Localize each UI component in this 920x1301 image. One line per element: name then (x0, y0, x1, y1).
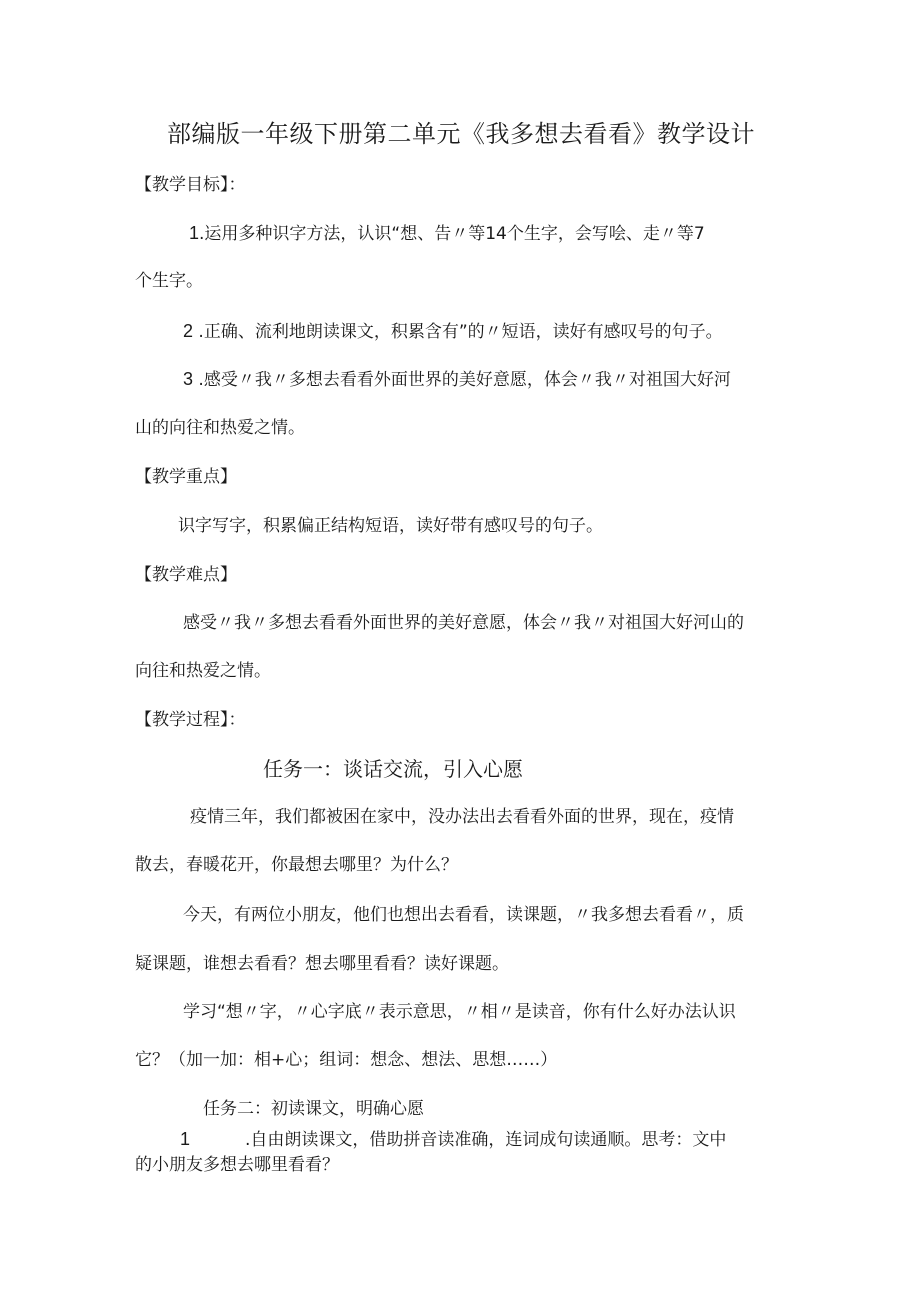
objective-3-line-2: 山的向往和热爱之情。 (135, 418, 305, 438)
task-2-item-1-text: .自由朗读课文，借助拼音读准确，连词成句读通顺。思考：文中 (245, 1130, 727, 1150)
task-1-p3-line-2: 它？（加一加：相+心；组词：想念、想法、思想……） (135, 1050, 558, 1070)
task-1-p3-line-1: 学习“想〃字，〃心字底〃表示意思，〃相〃是读音，你有什么好办法认识 (183, 1002, 736, 1022)
difficulties-heading: 【教学难点】 (135, 565, 237, 585)
task-2-item-1-line-1 (180, 1128, 726, 1151)
objective-2 (183, 320, 723, 343)
objective-1-line-2: 个生字。 (135, 271, 203, 291)
objective-2-number: 2 (183, 321, 194, 341)
task-1-p1-line-2: 散去，春暖花开，你最想去哪里？为什么？ (135, 855, 458, 875)
task-2-item-1-number: 1 (180, 1129, 191, 1149)
task-2-title: 任务二：初读课文，明确心愿 (203, 1099, 424, 1119)
objective-3-line-1 (183, 368, 731, 391)
document-title: 部编版一年级下册第二单元《我多想去看看》教学设计 (167, 120, 755, 148)
objective-1-text: .运用多种识字方法，认识“想、告〃等14个生字，会写哙、走〃等7 (199, 224, 705, 244)
task-1-p1-line-1: 疫情三年，我们都被困在家中，没办法出去看看外面的世界，现在，疫情 (190, 807, 734, 827)
task-2-item-1-line-2: 的小朋友多想去哪里看看？ (135, 1155, 339, 1175)
task-1-p2-line-2: 疑课题，谁想去看看？想去哪里看看？读好课题。 (135, 954, 509, 974)
objective-3-number: 3 (183, 369, 194, 389)
objective-1-line-1 (189, 222, 705, 245)
key-points-text: 识字写字，积累偏正结构短语，读好带有感叹号的句子。 (178, 516, 603, 536)
process-heading: 【教学过程】： (135, 710, 246, 730)
task-1-p2-line-1: 今天，有两位小朋友，他们也想出去看看，读课题，〃我多想去看看〃，质 (183, 905, 744, 925)
objectives-heading: 【教学目标】： (135, 175, 246, 195)
difficulties-line-2: 向往和热爱之情。 (135, 661, 271, 681)
task-1-title: 任务一：谈话交流，引入心愿 (263, 757, 523, 781)
difficulties-line-1: 感受〃我〃多想去看看外面世界的美好意愿，体会〃我〃对祖国大好河山的 (183, 613, 744, 633)
objective-1-number: 1 (189, 223, 200, 243)
key-points-heading: 【教学重点】 (135, 467, 237, 487)
objective-2-text: .正确、流利地朗读课文，积累含有”的〃短语，读好有感叹号的句子。 (198, 322, 723, 342)
objective-3-text: .感受〃我〃多想去看看外面世界的美好意愿，体会〃我〃对祖国大好河 (198, 370, 731, 390)
